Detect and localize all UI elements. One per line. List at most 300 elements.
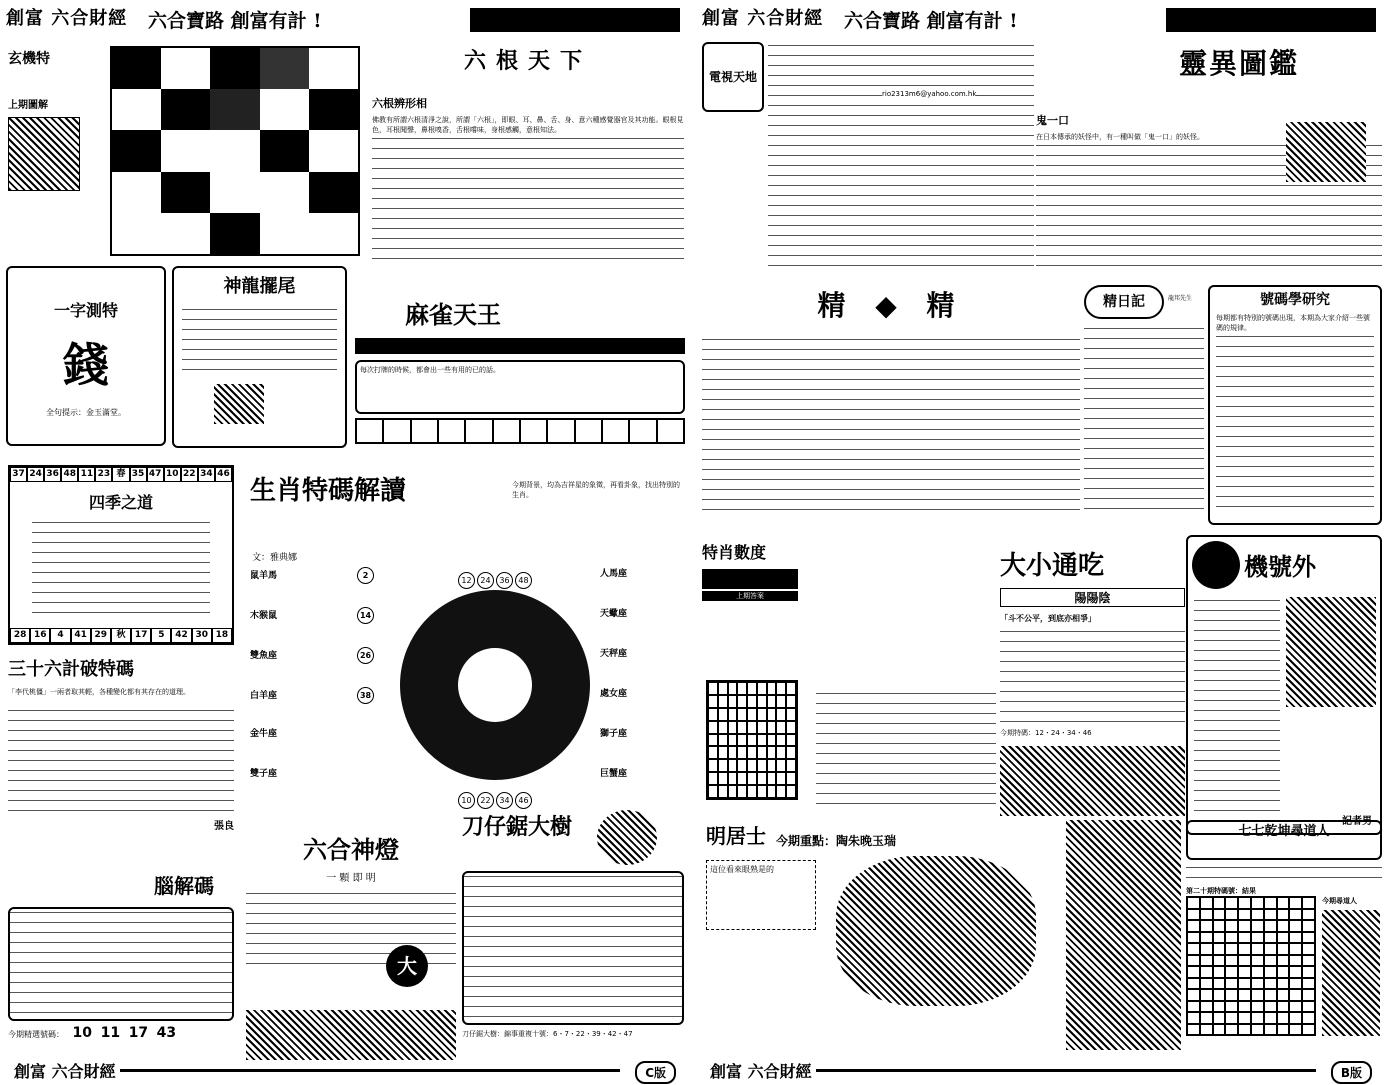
- sudoku-cell: [747, 721, 757, 734]
- spirit-title: 靈異圖鑑: [1178, 47, 1299, 80]
- big-tree-footer: 刀仔鋸大樹：錦事重複十號：6・7・22・39・42・47: [462, 1030, 633, 1038]
- seasons-cell: 秋: [111, 628, 131, 643]
- essence-text: [702, 336, 1080, 516]
- mahjong-title: 麻雀天王: [405, 300, 501, 329]
- sudoku-cell: [728, 708, 738, 721]
- sudoku-cell: [708, 772, 718, 785]
- seasons-cell: 30: [192, 628, 212, 643]
- sudoku-cell: [776, 734, 786, 747]
- qiqi-cell: [1277, 909, 1290, 921]
- spirit-image: [1286, 122, 1366, 182]
- qiqi-cell: [1225, 932, 1238, 944]
- zodiac-intro: 今期背景，均為吉祥星的象徵，再看卦象，找出特別的生肖。: [512, 481, 680, 499]
- qiqi-cell: [1238, 943, 1251, 955]
- qiqi-cell: [1277, 920, 1290, 932]
- big-tree-title: 刀仔鋸大樹: [462, 814, 573, 840]
- qiqi-cell: [1213, 1024, 1226, 1036]
- sudoku-cell: [724, 586, 734, 588]
- seasons-cell: 4: [50, 628, 70, 643]
- zodiac-label-row: [600, 686, 686, 726]
- qiqi-text: [1186, 864, 1382, 884]
- sudoku-cell: [757, 759, 767, 772]
- sudoku-cell: [767, 695, 777, 708]
- zodiac-number: 22: [477, 792, 494, 809]
- qiqi-title: 七七乾坤尋道人: [1238, 824, 1330, 839]
- zodiac-wheel: [400, 590, 590, 780]
- qiqi-header: [1186, 820, 1382, 860]
- qiqi-label: 今期尋道人: [1322, 897, 1357, 905]
- sudoku-cell: [747, 734, 757, 747]
- zodiac-number: 12: [458, 572, 475, 589]
- spirit-body: 在日本傳承的妖怪中，有一種叫做「鬼一口」的妖怪。: [1036, 133, 1204, 141]
- sudoku-cell: [757, 772, 767, 785]
- sudoku-cell: [776, 772, 786, 785]
- qiqi-cell: [1187, 1012, 1200, 1024]
- qiqi-cell: [1264, 932, 1277, 944]
- qiqi-cell: [1277, 955, 1290, 967]
- sudoku-cell: [718, 682, 728, 695]
- qiqi-cell: [1251, 909, 1264, 921]
- puzzle-thumbnail: [8, 117, 80, 191]
- machine-circle-icon: [1192, 541, 1240, 589]
- seasons-cell: 16: [30, 628, 50, 643]
- qiqi-cell: [1277, 1001, 1290, 1013]
- sudoku-cell: [747, 695, 757, 708]
- sudoku-cell: [757, 721, 767, 734]
- qiqi-cell: [1251, 955, 1264, 967]
- qiqi-cell: [1187, 989, 1200, 1001]
- sudoku-cell: [786, 721, 796, 734]
- zodiac-label: 木猴鼠: [250, 611, 278, 621]
- qiqi-figure: [1322, 910, 1380, 1036]
- tv-label: 電視天地: [708, 70, 757, 84]
- seasons-cell: 35: [130, 467, 147, 482]
- zodiac-label-row: [600, 726, 686, 766]
- qiqi-cell: [1200, 932, 1213, 944]
- qiqi-cell: [1200, 920, 1213, 932]
- diary-author: 龍邦先生: [1168, 295, 1193, 302]
- sudoku-cell: [776, 682, 786, 695]
- spirit-heading: 鬼一口: [1036, 114, 1069, 127]
- qiqi-cell: [1200, 966, 1213, 978]
- qiqi-cell: [1277, 978, 1290, 990]
- qiqi-cell: [1277, 989, 1290, 1001]
- sudoku-cell: [703, 586, 713, 588]
- qiqi-cell: [1213, 1012, 1226, 1024]
- qiqi-cell: [1302, 909, 1315, 921]
- footer-rule: [120, 1069, 620, 1072]
- qiqi-cell: [1200, 1001, 1213, 1013]
- qiqi-cell: [1238, 932, 1251, 944]
- zodiac-number: 34: [496, 792, 513, 809]
- qiqi-cell: [1200, 1012, 1213, 1024]
- qiqi-cell: [1277, 932, 1290, 944]
- qiqi-cell: [1187, 978, 1200, 990]
- qiqi-cell: [1213, 955, 1226, 967]
- seasons-cell: 23: [95, 467, 112, 482]
- qiqi-cell: [1225, 989, 1238, 1001]
- seasons-cell: 28: [10, 628, 30, 643]
- qiqi-cell: [1213, 897, 1226, 909]
- qiqi-cell: [1289, 989, 1302, 1001]
- liuhe-god-title: 六合神燈: [303, 835, 399, 864]
- qiqi-cell: [1238, 1012, 1251, 1024]
- sudoku-cell: [734, 586, 744, 588]
- big-small-section: [1000, 545, 1185, 835]
- thirty-six-text: [8, 707, 234, 817]
- sudoku-cell: [708, 746, 718, 759]
- seasons-title: 四季之道: [88, 493, 153, 512]
- qiqi-cell: [1302, 932, 1315, 944]
- qiqi-cell: [1251, 966, 1264, 978]
- masthead-black-bar: [470, 8, 680, 32]
- seasons-box: [8, 465, 234, 645]
- six-roots-heading: 六根辨形相: [372, 97, 427, 110]
- big-small-quote: 「斗不公平，到底亦相爭」: [1000, 614, 1096, 623]
- seasons-cell: 24: [27, 467, 44, 482]
- one-char-hint: 全句提示：金玉滿堂。: [46, 408, 126, 417]
- qiqi-cell: [1264, 1001, 1277, 1013]
- qiqi-cell: [1187, 920, 1200, 932]
- zodiac-top-numbers: [425, 568, 565, 590]
- sudoku-cell: [776, 746, 786, 759]
- six-roots-banner: 六根天下: [463, 48, 592, 74]
- machine-signature: 記者男: [1342, 816, 1372, 827]
- qiqi-cell: [1251, 1001, 1264, 1013]
- qiqi-cell: [1302, 1024, 1315, 1036]
- qiqi-cell: [1225, 920, 1238, 932]
- seasons-cell: 36: [44, 467, 61, 482]
- qiqi-cell: [1264, 909, 1277, 921]
- zodiac-label-row: [250, 686, 390, 726]
- puzzle-section: [8, 48, 108, 198]
- tv-section: [702, 42, 1034, 277]
- liuhe-god-sub: 一 顆 即 明: [326, 873, 376, 884]
- diary-text: [1084, 325, 1204, 515]
- qiqi-cell: [1302, 955, 1315, 967]
- qiqi-cell: [1264, 989, 1277, 1001]
- zodiac-label-row: [600, 766, 686, 806]
- zodiac-number: 48: [515, 572, 532, 589]
- qiqi-cell: [1225, 1012, 1238, 1024]
- brain-picks: [8, 1025, 234, 1041]
- qiqi-cell: [1264, 966, 1277, 978]
- sudoku-cell: [757, 682, 767, 695]
- sudoku-answer-grid: [702, 569, 798, 589]
- seasons-cell: 34: [198, 467, 215, 482]
- zodiac-label-row: [250, 766, 390, 806]
- zodiac-author: 文：雅典娜: [252, 553, 298, 563]
- six-roots-body: 佛教有所謂六根清淨之說，所謂「六根」，即眼、耳、鼻、舌、身、意六種感覺器官及其功能。眼根見色，耳根聞聲，鼻根嗅香，舌根嚐味，身根感觸，意根知法。: [372, 116, 684, 134]
- qiqi-cell: [1251, 897, 1264, 909]
- zodiac-bottom-numbers: [425, 788, 565, 810]
- sudoku-cell: [786, 708, 796, 721]
- qiqi-cell: [1238, 978, 1251, 990]
- zodiac-left-column: [250, 566, 390, 806]
- zodiac-title: 生肖特碼解讀: [250, 476, 407, 506]
- big-small-numbers: 今期特碼：12・24・34・46: [1000, 729, 1092, 737]
- seasons-text: [32, 519, 210, 619]
- zodiac-label: 人馬座: [600, 569, 628, 579]
- sudoku-cell: [718, 759, 728, 772]
- sudoku-cell: [718, 734, 728, 747]
- sudoku-cell: [757, 746, 767, 759]
- qiqi-cell: [1213, 909, 1226, 921]
- sudoku-cell: [713, 586, 723, 588]
- sudoku-cell: [745, 586, 755, 588]
- qiqi-cell: [1289, 1001, 1302, 1013]
- qiqi-cell: [1277, 943, 1290, 955]
- sudoku-cell: [737, 746, 747, 759]
- qiqi-cell: [1302, 978, 1315, 990]
- machine-photo: [1286, 597, 1376, 707]
- machine-title: 機號外: [1244, 552, 1316, 581]
- seasons-cell: 37: [10, 467, 27, 482]
- qiqi-cell: [1302, 920, 1315, 932]
- sudoku-cell: [767, 682, 777, 695]
- mahjong-section: [355, 295, 685, 445]
- diary-title: 精日記: [1103, 294, 1145, 310]
- qiqi-cell: [1289, 1024, 1302, 1036]
- sudoku-cell: [708, 682, 718, 695]
- qiqi-cell: [1251, 1012, 1264, 1024]
- zodiac-label: 獅子座: [600, 729, 628, 739]
- six-roots-section: [372, 44, 684, 254]
- zodiac-number: 14: [357, 607, 374, 624]
- footer-left: [0, 1055, 690, 1085]
- qiqi-cell: [1225, 909, 1238, 921]
- diary-section: [1084, 285, 1206, 525]
- zodiac-number: 46: [515, 792, 532, 809]
- qiqi-cell: [1238, 897, 1251, 909]
- qiqi-cell: [1200, 1024, 1213, 1036]
- tv-text: [768, 42, 1034, 272]
- zodiac-section: [250, 470, 686, 822]
- sudoku-cell: [786, 746, 796, 759]
- qiqi-cell: [1225, 897, 1238, 909]
- mouth-quote: 這位看來眼熟是的: [706, 860, 816, 930]
- sudoku-cell: [747, 682, 757, 695]
- qiqi-cell: [1200, 978, 1213, 990]
- qiqi-cell: [1225, 943, 1238, 955]
- sudoku-cell: [786, 734, 796, 747]
- sudoku-cell: [776, 695, 786, 708]
- masthead-slogan: 六合寶路 創富有計 !: [148, 10, 322, 32]
- sudoku-cell: [767, 721, 777, 734]
- qiqi-cell: [1200, 955, 1213, 967]
- zodiac-number: 2: [357, 567, 374, 584]
- qiqi-cell: [1213, 920, 1226, 932]
- zodiac-number: 26: [357, 647, 374, 664]
- seasons-cell: 春: [112, 467, 129, 482]
- thirty-six-signature: 張良: [214, 821, 234, 832]
- zodiac-label: 雙魚座: [250, 651, 278, 661]
- seasons-cell: 41: [71, 628, 91, 643]
- puzzle-grid: [110, 46, 360, 256]
- seasons-cell: 42: [171, 628, 191, 643]
- zodiac-wheel-center: [458, 648, 532, 722]
- qiqi-cell: [1264, 955, 1277, 967]
- sudoku-cell: [728, 734, 738, 747]
- big-tree-logo: [597, 810, 657, 865]
- seasons-cell: 18: [212, 628, 232, 643]
- qiqi-cell: [1200, 909, 1213, 921]
- qiqi-cell: [1251, 1024, 1264, 1036]
- qiqi-cell: [1277, 1012, 1290, 1024]
- sudoku-cell: [718, 785, 728, 798]
- masthead-logo: 創富 六合財經: [702, 8, 824, 29]
- qiqi-cell: [1200, 897, 1213, 909]
- sudoku-cell: [708, 734, 718, 747]
- sudoku-puzzle-grid: [706, 680, 798, 800]
- sudoku-cell: [737, 785, 747, 798]
- qiqi-result-title: 第二十期特碼號：結果: [1186, 887, 1256, 895]
- qiqi-cell: [1264, 920, 1277, 932]
- qiqi-cell: [1187, 1001, 1200, 1013]
- qiqi-cell: [1238, 1001, 1251, 1013]
- headline-box-text: [182, 306, 337, 376]
- fortune-tagline: 今期重點：陶朱晚玉瑞: [776, 834, 897, 848]
- spirit-section: [1036, 42, 1382, 287]
- playing-cards-image: [214, 384, 264, 424]
- zodiac-label: 天秤座: [600, 649, 628, 659]
- sudoku-cell: [787, 586, 797, 588]
- zodiac-label-row: [250, 566, 390, 606]
- sudoku-cell: [767, 772, 777, 785]
- masthead-right: [696, 0, 1386, 38]
- qiqi-cell: [1289, 909, 1302, 921]
- qiqi-section: [1066, 820, 1382, 1050]
- fortune-title: 明居士: [706, 824, 766, 848]
- zodiac-label-row: [250, 726, 390, 766]
- sudoku-cell: [728, 759, 738, 772]
- qiqi-cell: [1264, 1012, 1277, 1024]
- one-char-box: [6, 266, 166, 446]
- sudoku-cell: [786, 682, 796, 695]
- qiqi-cell: [1187, 966, 1200, 978]
- qiqi-cell: [1251, 943, 1264, 955]
- numbers-study-title: 號碼學研究: [1260, 292, 1330, 308]
- machine-text: [1194, 597, 1280, 817]
- one-char-title: 一字測特: [53, 301, 118, 320]
- zodiac-number: 36: [496, 572, 513, 589]
- seasons-cell: 22: [181, 467, 198, 482]
- brain-number-2: 11: [100, 1025, 121, 1041]
- brain-number-1: 10: [72, 1025, 93, 1041]
- sudoku-cell: [786, 759, 796, 772]
- big-small-illustration: [1000, 746, 1185, 816]
- masthead-slogan: 六合寶路 創富有計 !: [844, 10, 1018, 32]
- qiqi-cell: [1277, 966, 1290, 978]
- sudoku-cell: [747, 746, 757, 759]
- sudoku-cell: [755, 586, 765, 588]
- sudoku-cell: [776, 785, 786, 798]
- headline-box: [172, 266, 347, 448]
- qiqi-cell: [1238, 955, 1251, 967]
- seasons-bottom-row: [10, 628, 232, 643]
- zodiac-label: 巨蟹座: [600, 769, 628, 779]
- sudoku-cell: [708, 695, 718, 708]
- zodiac-label-row: [600, 566, 686, 606]
- zodiac-label: 金牛座: [250, 729, 278, 739]
- essence-section: [702, 284, 1080, 524]
- qiqi-cell: [1213, 978, 1226, 990]
- qiqi-cell: [1289, 1012, 1302, 1024]
- sudoku-cell: [776, 586, 786, 588]
- qiqi-cell: [1213, 932, 1226, 944]
- sudoku-subtitle: 上期答案: [702, 591, 798, 601]
- qiqi-opera-masks: [1066, 820, 1181, 1050]
- sudoku-cell: [728, 682, 738, 695]
- seasons-cell: 46: [215, 467, 232, 482]
- sudoku-cell: [728, 746, 738, 759]
- liuhe-god-badge: 大: [386, 945, 428, 987]
- one-char-glyph: 錢: [63, 338, 109, 392]
- qiqi-cell: [1251, 978, 1264, 990]
- puzzle-title: 玄機特: [8, 51, 50, 67]
- mahjong-tiles-row: [355, 338, 685, 354]
- qiqi-cell: [1289, 920, 1302, 932]
- qiqi-cell: [1225, 978, 1238, 990]
- zodiac-label: 雙子座: [250, 769, 278, 779]
- sudoku-cell: [728, 785, 738, 798]
- zodiac-number: 24: [477, 572, 494, 589]
- qiqi-cell: [1213, 989, 1226, 1001]
- sudoku-cell: [737, 772, 747, 785]
- zodiac-label: 白羊座: [250, 691, 278, 701]
- qiqi-cell: [1289, 943, 1302, 955]
- fortune-header: [706, 820, 1056, 849]
- big-small-sub: 陽陽陰: [1000, 588, 1185, 607]
- sudoku-cell: [747, 759, 757, 772]
- sudoku-cell: [737, 721, 747, 734]
- zodiac-label: 處女座: [600, 689, 628, 699]
- zodiac-label-row: [250, 606, 390, 646]
- sudoku-cell: [776, 759, 786, 772]
- thirty-six-section: [8, 655, 234, 840]
- qiqi-cell: [1225, 1024, 1238, 1036]
- sudoku-cell: [767, 785, 777, 798]
- sudoku-cell: [728, 695, 738, 708]
- qiqi-cell: [1251, 989, 1264, 1001]
- sudoku-cell: [708, 785, 718, 798]
- footer-rule: [816, 1069, 1316, 1072]
- liuhe-god-section: [246, 830, 456, 1050]
- qiqi-cell: [1213, 1001, 1226, 1013]
- sudoku-cell: [786, 785, 796, 798]
- seasons-cell: 48: [61, 467, 78, 482]
- tv-email: rio2313m6@yahoo.com.hk: [882, 90, 977, 98]
- left-page: [0, 0, 690, 1085]
- thirty-six-body: 「李代桃僵」一兩者取其輕，各種變化都有其存在的道理。: [8, 688, 190, 696]
- sudoku-cell: [708, 708, 718, 721]
- machine-box: [1186, 535, 1382, 835]
- fortune-illustration: [836, 856, 1036, 1006]
- sudoku-cell: [718, 708, 728, 721]
- brain-title: 腦解碼: [154, 874, 214, 898]
- qiqi-cell: [1302, 897, 1315, 909]
- qiqi-cell: [1264, 1024, 1277, 1036]
- qiqi-cell: [1289, 897, 1302, 909]
- qiqi-cell: [1277, 1024, 1290, 1036]
- qiqi-cell: [1289, 978, 1302, 990]
- headline-box-title: 神龍擺尾: [223, 276, 296, 297]
- zodiac-number: 38: [357, 687, 374, 704]
- qiqi-cell: [1200, 943, 1213, 955]
- zodiac-label: 天蠍座: [600, 609, 628, 619]
- sudoku-cell: [718, 772, 728, 785]
- edition-badge: B版: [1331, 1061, 1372, 1084]
